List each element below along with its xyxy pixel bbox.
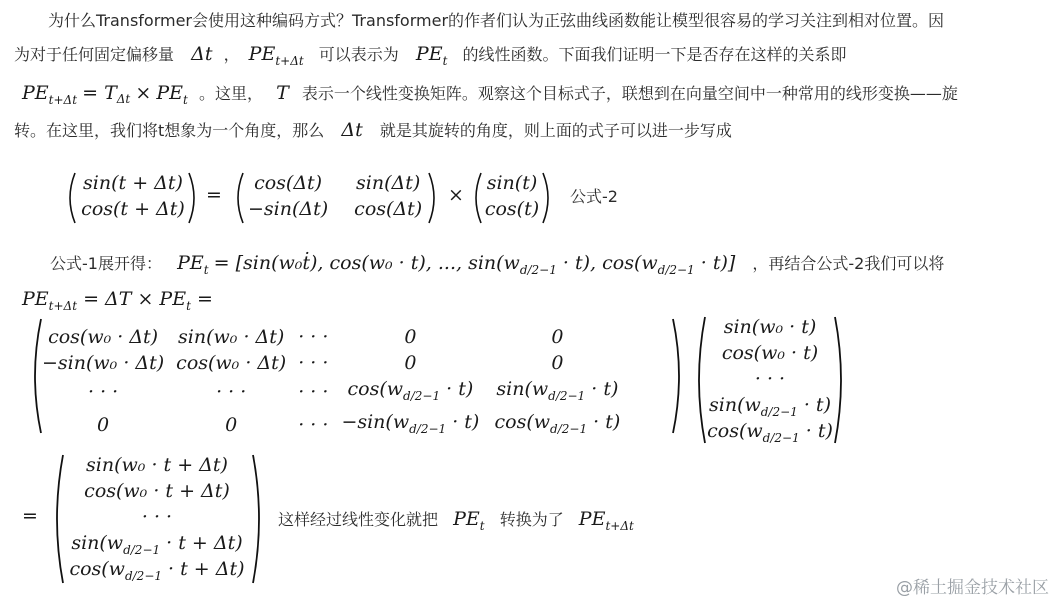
text-fixed-offset: 为对于任何固定偏移量 (14, 45, 175, 64)
math-pe: PE (22, 82, 49, 104)
math-sub: t (186, 298, 191, 313)
right-paren-icon (188, 172, 200, 224)
math-equals: = (22, 505, 38, 527)
math-pe: PE (578, 508, 606, 530)
math-times: × (448, 184, 464, 206)
matrix-cell: sin(w₀ · Δt) (178, 326, 285, 348)
vector-entry: cos(w₀ · t) (721, 342, 819, 364)
math-expand-2: · t), cos(w (556, 252, 658, 274)
matrix-row (36, 409, 628, 442)
right-paren-icon (252, 454, 266, 584)
matrix-row (36, 350, 628, 376)
matrix-cell: 0 (551, 326, 564, 348)
vector-entry: · · · (141, 506, 173, 528)
text-linear-change: 这样经过线性变化就把 (278, 510, 439, 529)
right-paren-icon (672, 318, 686, 434)
matrix-cell: −sin(w₀ · Δt) (42, 352, 165, 374)
math-pe-t (415, 43, 448, 68)
math-sub: t (479, 518, 485, 533)
right-paren-icon (834, 316, 848, 444)
math-eq-t: = T (82, 82, 117, 104)
vector-entry: $\sin(w_{d/2-1} \cdot t)$ (709, 394, 831, 419)
left-paren-icon (470, 172, 482, 224)
text-here: 。这里， (198, 84, 263, 103)
matrix-cell: $\cos(w_{d/2-1} \cdot t)$ (494, 410, 621, 436)
math-T: T (276, 82, 289, 104)
math-pe-t (156, 82, 188, 107)
math-pe-t (177, 252, 209, 277)
paragraph-4 (278, 506, 634, 539)
matrix-cell: · · · (298, 414, 329, 437)
paragraph-1-line-2 (14, 43, 847, 72)
vector-entry: sin(t + Δt) (83, 172, 183, 194)
math-sub: t+Δt (48, 298, 78, 313)
result-vector (60, 452, 254, 582)
matrix-cell: $\sin(w_{d/2-1} \cdot t)$ (496, 378, 619, 403)
big-rotation-matrix (36, 324, 628, 442)
vector-entry: cos(t + Δt) (81, 198, 185, 220)
matrix-cell: · · · (298, 381, 329, 404)
math-equals: = (190, 288, 213, 310)
math-pe: PE (22, 288, 49, 310)
math-pe-t-plus-dt (22, 82, 78, 107)
math-pe-t (453, 508, 485, 533)
rotation-matrix (242, 170, 428, 222)
matrix-cell: · · · (216, 381, 247, 404)
matrix-cell: · · · (298, 326, 329, 348)
math-delta-T-times: = ΔT × PE (77, 288, 187, 310)
vector-entry: $\cos(w_{d/2-1} \cdot t)$ (707, 420, 833, 445)
math-pe: PE (415, 43, 443, 65)
matrix-cell: 0 (97, 414, 110, 437)
big-equation-lhs (22, 288, 213, 313)
math-delta-t: Δt (191, 43, 213, 65)
matrix-cell: cos(Δt) (354, 198, 423, 220)
matrix-cell: · · · (87, 381, 119, 404)
math-pe-t-plus-dt (578, 508, 634, 533)
vector-entry: · · · (754, 368, 786, 390)
text-comma: ， (223, 45, 240, 64)
math-pe-expansion (213, 252, 736, 277)
math-pe: PE (453, 508, 480, 530)
matrix-cell: · · · (298, 352, 329, 374)
vector-entry: sin(w₀ · t + Δt) (86, 454, 228, 476)
left-paren-icon (64, 172, 76, 224)
matrix-row (36, 376, 628, 409)
math-sub: d/2−1 (519, 262, 557, 277)
vector-entry: cos(w₀ · t + Δt) (84, 480, 230, 502)
pe-vector (702, 314, 838, 444)
math-pe: PE (156, 82, 184, 104)
math-delta-t: Δt (341, 119, 363, 141)
text-linear-transform: 表示一个线性变换矩阵。观察这个目标式子，联想到在向量空间中一种常用的线形变换——旋 (301, 84, 958, 103)
text-combine: ，再结合公式-2我们可以将 (752, 254, 945, 273)
formula-2-label: 公式-2 (570, 187, 618, 206)
paragraph-2-line-1 (22, 80, 958, 113)
matrix-cell: 0 (551, 352, 564, 374)
math-sub: d/2−1 (657, 262, 695, 277)
paragraph-1-line-1: 为什么Transformer会使用这种编码方式？Transformer的作者们认为正弦曲线函数能让模型很容易的学习关注到相对位置。因 (48, 11, 945, 30)
paragraph-2-line-2 (14, 119, 732, 142)
matrix-cell: 0 (404, 352, 417, 374)
matrix-cell: cos(w₀ · Δt) (48, 326, 159, 348)
paragraph-3 (50, 250, 944, 283)
text-rotation: 转。在这里，我们将t想象为一个角度，那么 (14, 121, 325, 140)
matrix-cell: $-\sin(w_{d/2-1} \cdot t)$ (341, 410, 480, 436)
text-angle: 就是其旋转的角度，则上面的式子可以进一步写成 (379, 121, 732, 140)
math-sub: t (442, 53, 448, 68)
math-sub: t (183, 92, 188, 107)
math-sub: t+Δt (605, 518, 634, 533)
text-can-be-expressed: 可以表示为 (318, 45, 399, 64)
vector-entry: sin(t) (486, 172, 538, 194)
vector-entry: cos(t) (484, 198, 540, 220)
math-sub-dt: Δt (116, 92, 131, 107)
text-formula1-expand: 公式-1展开得： (50, 254, 162, 273)
matrix-cell: −sin(Δt) (248, 198, 329, 220)
text-linear-function: 的线性函数。下面我们证明一下是否存在这样的关系即 (462, 45, 847, 64)
matrix-cell: cos(w₀ · Δt) (176, 352, 287, 374)
math-sub: t (203, 262, 209, 277)
matrix-cell: 0 (225, 414, 238, 437)
math-sub: t+Δt (275, 53, 304, 68)
formula2-lhs-vector (78, 170, 188, 222)
text-converted-to: 转换为了 (499, 510, 564, 529)
math-sub: t+Δt (48, 92, 78, 107)
math-expand-1: = [sin(w₀ṫ), cos(w₀ · t), ..., sin(w (213, 252, 520, 274)
math-expand-3: · t)] (694, 252, 736, 274)
right-paren-icon (542, 172, 554, 224)
vector-entry: $\sin(w_{d/2-1} \cdot t + \Delta t)$ (71, 532, 243, 557)
formula2-rhs-vector (482, 170, 542, 222)
math-equals: = (206, 184, 222, 206)
matrix-cell: 0 (404, 326, 417, 348)
math-pe: PE (248, 43, 276, 65)
matrix-row (36, 324, 628, 350)
math-pe: PE (177, 252, 204, 274)
matrix-cell: $\cos(w_{d/2-1} \cdot t)$ (347, 378, 474, 403)
math-pe-t-plus-dt (248, 43, 304, 68)
vector-entry: sin(w₀ · t) (723, 316, 817, 338)
right-paren-icon (428, 172, 440, 224)
vector-entry: $\cos(w_{d/2-1} \cdot t + \Delta t)$ (69, 558, 245, 583)
matrix-cell: sin(Δt) (356, 172, 421, 194)
matrix-cell: cos(Δt) (254, 172, 323, 194)
math-times: × (135, 82, 152, 104)
watermark: @稀土掘金技术社区 (896, 578, 1049, 598)
